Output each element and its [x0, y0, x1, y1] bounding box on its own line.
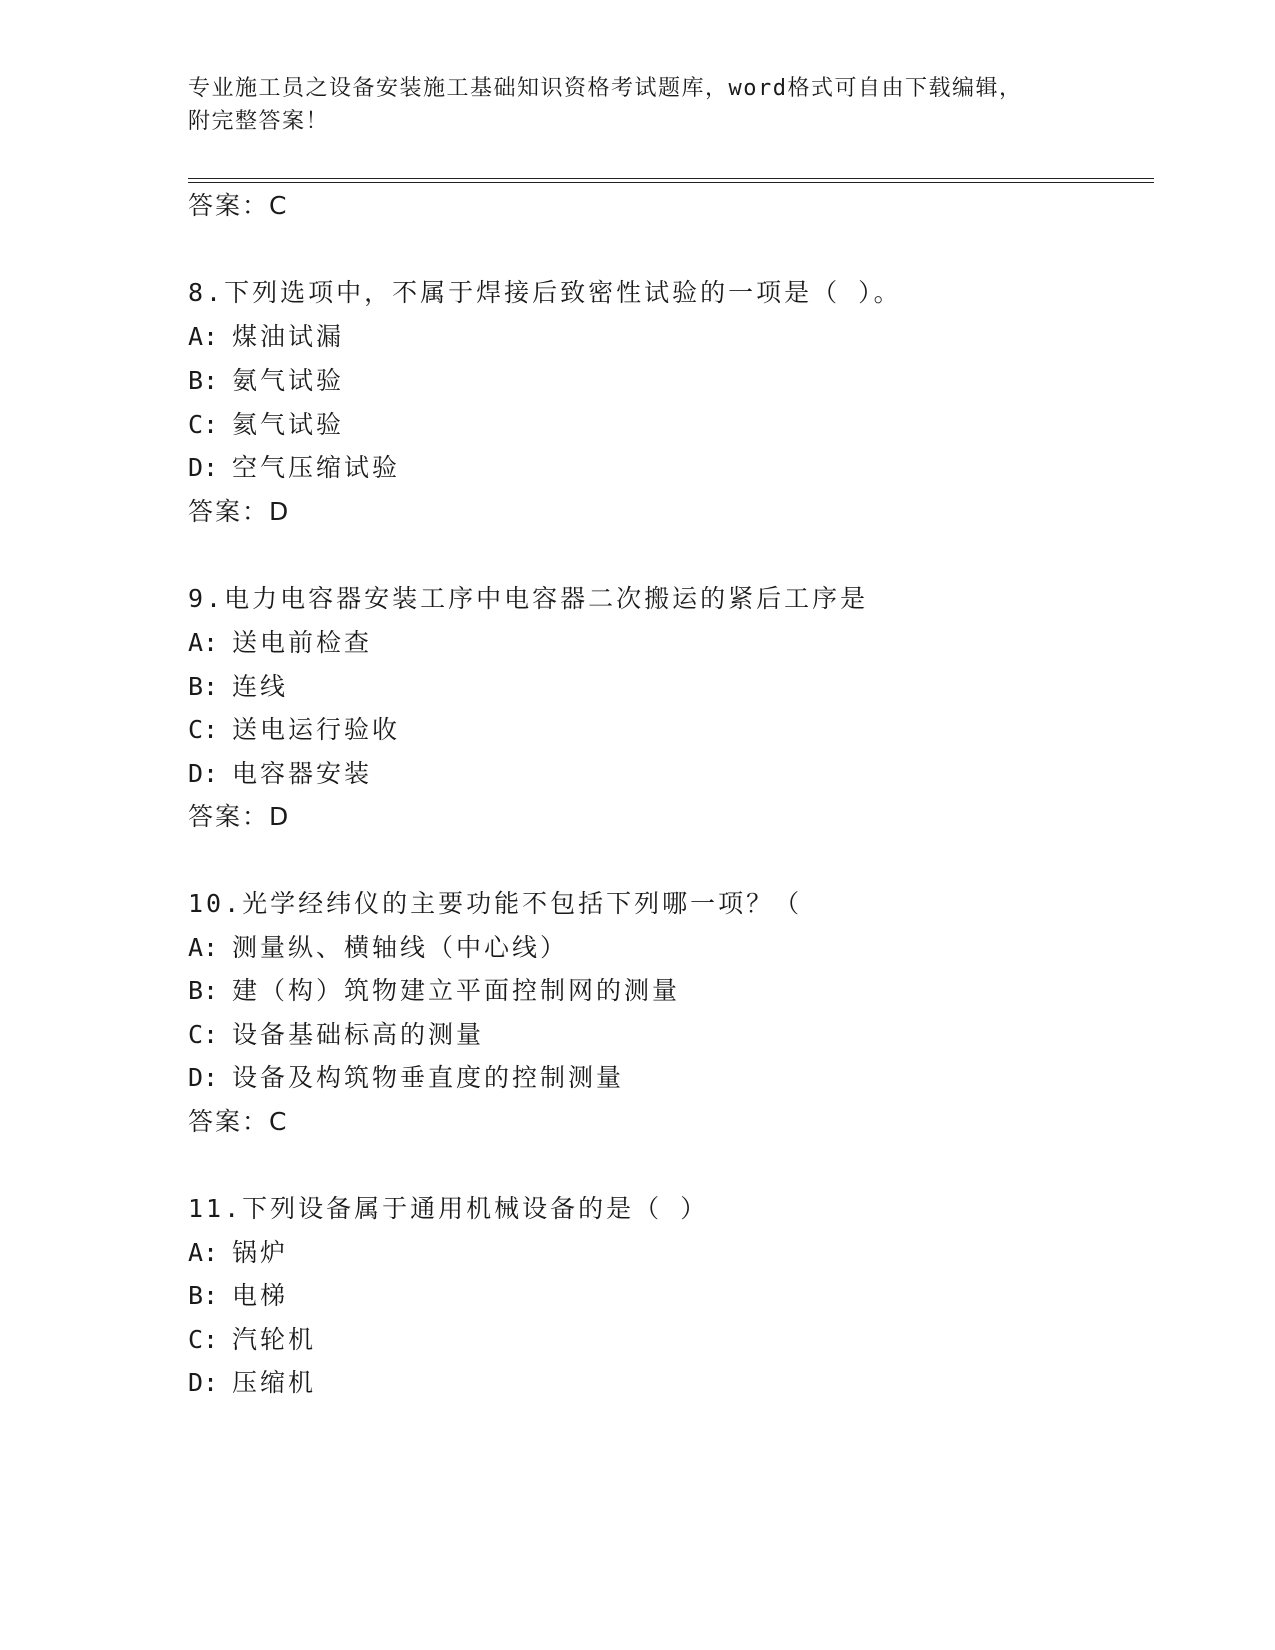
option-row	[188, 672, 288, 702]
option-row	[188, 759, 372, 789]
option-key: C:	[188, 715, 219, 744]
option-row	[188, 453, 400, 483]
option-row	[188, 410, 344, 440]
option-key: C:	[188, 1325, 219, 1354]
answer-label: 答案：	[188, 191, 270, 220]
option-key: C:	[188, 1020, 219, 1049]
question-stem: 10.光学经纬仪的主要功能不包括下列哪一项？（	[188, 889, 803, 918]
option-key: A:	[188, 322, 219, 351]
answer-label: 答案：	[188, 1107, 270, 1136]
question-stem: 8.下列选项中，不属于焊接后致密性试验的一项是（ ）。	[188, 278, 902, 307]
option-row	[188, 976, 680, 1006]
option-row	[188, 1368, 316, 1398]
header-line-1: 专业施工员之设备安装施工基础知识资格考试题库，word格式可自由下载编辑，	[188, 76, 1023, 101]
option-text: 电容器安装	[232, 759, 373, 788]
option-text: 设备基础标高的测量	[232, 1020, 485, 1049]
answer-value: C	[269, 1107, 288, 1136]
option-key: A:	[188, 1238, 219, 1267]
option-key: D:	[188, 1063, 219, 1092]
answer-value: D	[269, 802, 290, 831]
option-text: 汽轮机	[232, 1325, 317, 1354]
option-text: 建（构）筑物建立平面控制网的测量	[232, 976, 681, 1005]
page-header	[188, 72, 1068, 138]
option-row	[188, 1238, 288, 1268]
option-key: A:	[188, 933, 219, 962]
option-text: 送电前检查	[232, 628, 373, 657]
option-text: 压缩机	[232, 1368, 317, 1397]
option-row	[188, 628, 372, 658]
option-key: B:	[188, 976, 219, 1005]
option-key: A:	[188, 628, 219, 657]
option-key: B:	[188, 366, 219, 395]
answer-value: D	[269, 497, 290, 526]
option-key: B:	[188, 672, 219, 701]
option-text: 测量纵、横轴线（中心线）	[232, 933, 569, 962]
question-stem: 9.电力电容器安装工序中电容器二次搬运的紧后工序是	[188, 584, 869, 613]
option-row	[188, 933, 568, 963]
answer-line	[188, 802, 289, 832]
option-row	[188, 1020, 484, 1050]
question-stem: 11.下列设备属于通用机械设备的是（ ）	[188, 1194, 709, 1223]
answer-line	[188, 1107, 287, 1137]
option-key: D:	[188, 1368, 219, 1397]
option-key: C:	[188, 410, 219, 439]
option-key: D:	[188, 453, 219, 482]
option-row	[188, 715, 400, 745]
option-row	[188, 1281, 288, 1311]
answer-line	[188, 191, 287, 221]
option-key: B:	[188, 1281, 219, 1310]
option-text: 锅炉	[232, 1238, 289, 1267]
answer-label: 答案：	[188, 497, 270, 526]
option-row	[188, 1063, 624, 1093]
header-divider	[188, 178, 1154, 183]
header-line-2: 附完整答案！	[188, 109, 330, 134]
option-row	[188, 366, 344, 396]
option-text: 空气压缩试验	[232, 453, 401, 482]
option-text: 氨气试验	[232, 366, 345, 395]
option-key: D:	[188, 759, 219, 788]
answer-value: C	[269, 191, 288, 220]
option-text: 煤油试漏	[232, 322, 345, 351]
answer-label: 答案：	[188, 802, 270, 831]
option-row	[188, 322, 344, 352]
option-text: 设备及构筑物垂直度的控制测量	[232, 1063, 625, 1092]
option-row	[188, 1325, 316, 1355]
option-text: 连线	[232, 672, 289, 701]
answer-line	[188, 497, 289, 527]
option-text: 电梯	[232, 1281, 289, 1310]
option-text: 氦气试验	[232, 410, 345, 439]
option-text: 送电运行验收	[232, 715, 401, 744]
